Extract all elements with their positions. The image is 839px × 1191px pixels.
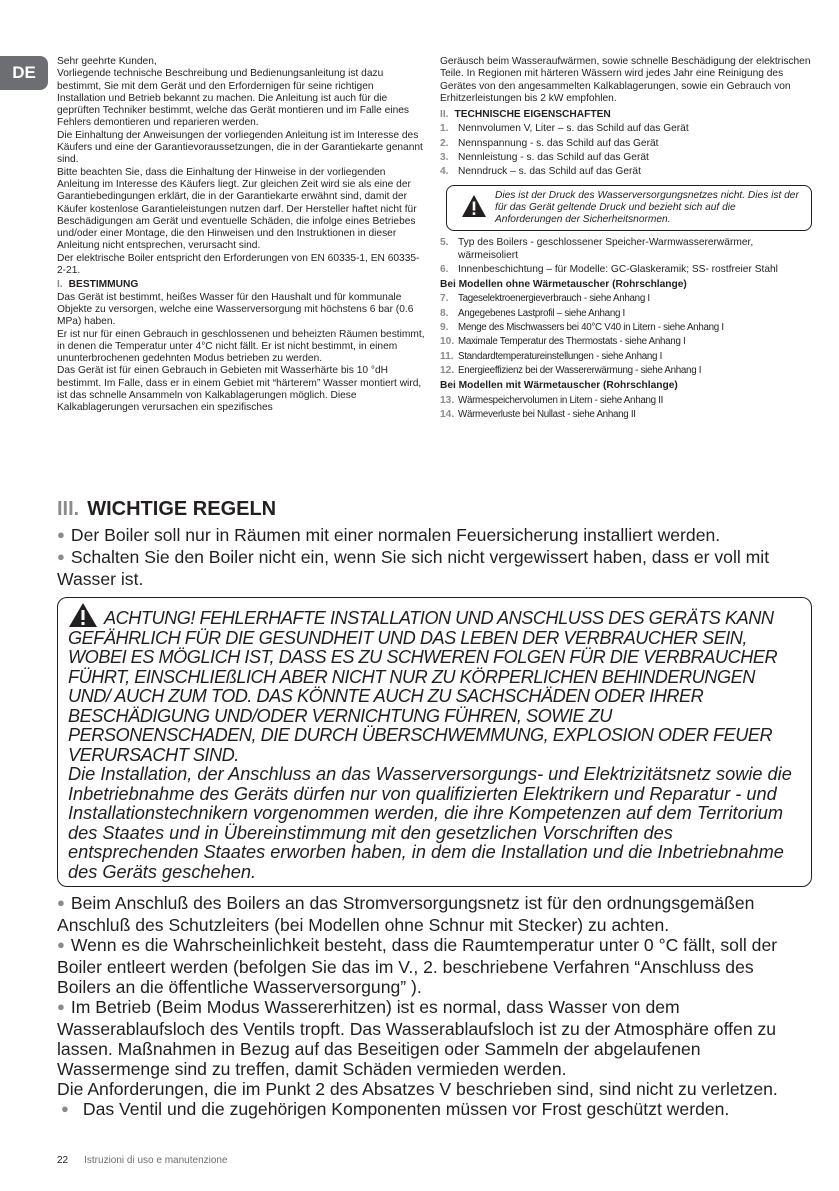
intro-paragraph: Bitte beachten Sie, dass die Einhaltung der Hinweise in der vorliegenden Anleitung im Interesse des Käufers liegt. Zur gleichen Zeit wird sie als eine der Garantiebedingungen erklärt, die in der Garantiekarte erwähnt sind, damit der Käufer kostenlose Garantieleistungen nutzen darf. Der Hersteller haftet nicht für Beschädigungen am Gerät und eventuelle Schäden, die infolge eines Betriebes und/oder einer Montage, die den Hinweisen und den Instruktionen in dieser Anleitung nicht entsprechen, verursacht sind.	[57, 166, 417, 252]
item-number: 5.	[440, 237, 449, 249]
list-item	[440, 409, 812, 421]
item-text: Menge des Mischwassers bei 40°C V40 in Litern - siehe Anhang I	[458, 322, 724, 334]
continuation-paragraph: Geräusch beim Wasseraufwärmen, sowie schnelle Beschädigung der elektrischen Teile. In Regionen mit härteren Wässern wird jedes Jahr eine Reinigung des Gerätes von den angesammelten Kalkablagerungen, sowie ein Gebrauch von Erhitzerleistungen bis 2 kW empfohlen.	[440, 56, 811, 104]
intro-paragraph: Die Einhaltung der Anweisungen der vorliegenden Anleitung ist im Interesse des Käufers und eine der Garantievoraussetzungen, die in der Garantiekarte genannt sind.	[57, 129, 423, 166]
danger-warning-box	[57, 597, 812, 887]
rule-item	[57, 893, 812, 935]
section-number: III.	[57, 498, 80, 520]
rule-text: Das Ventil und die zugehörigen Komponenten müssen vor Frost geschützt werden.	[82, 1099, 730, 1119]
rule-item	[57, 547, 812, 589]
item-text: Nennleistung - s. das Schild auf das Gerät	[458, 152, 649, 164]
item-number: 14.	[440, 408, 455, 420]
item-text: Nenndruck – s. das Schild auf das Gerät	[458, 166, 641, 178]
section-title: WICHTIGE REGELN	[87, 498, 277, 520]
item-number: 7.	[440, 293, 449, 305]
subheading-without-exchanger: Bei Modellen ohne Wärmetauscher (Rohrschlange)	[440, 279, 687, 291]
item-text: Standardtemperatureinstellungen - siehe Anhang I	[458, 350, 663, 362]
rule-item	[57, 525, 812, 547]
section-wichtige-regeln	[57, 497, 812, 1121]
bullet-icon: ●	[57, 527, 65, 542]
intro-paragraph: Der elektrische Boiler entspricht den Erforderungen von EN 60335-1, EN 60335-2-21.	[57, 252, 420, 277]
bullet-icon: ●	[57, 895, 65, 910]
rule-item	[57, 935, 812, 997]
list-item	[440, 308, 812, 320]
bullet-icon: ●	[57, 549, 65, 564]
left-column	[57, 56, 425, 415]
warning-body-text: Die Installation, der Anschluss an das Wasserversorgungs- und Elektrizitätsnetz sowie die Inbetriebnahme des Geräts dürfen nur von qualifizierten Elektrikern und Reparatur - und Installationstechnikern vorgenommen werden, die ihre Kompetenzen auf dem Territorium des Staates und in Übereinstimmung mit den gesetzlichen Vorschriften des entsprechenden Staates erworben haben, in dem die Installation und die Inbetriebnahme des Geräts geschehen.	[68, 764, 792, 882]
section-number: II.	[440, 109, 449, 121]
rule-text: Der Boiler soll nur in Räumen mit einer normalen Feuersicherung installiert werden.	[70, 525, 721, 545]
section-number: I.	[57, 279, 63, 291]
bullet-icon: ●	[57, 937, 65, 952]
section-heading-wichtige-regeln	[57, 497, 812, 521]
warning-icon	[68, 602, 98, 628]
item-text: Nennvolumen V, Liter – s. das Schild auf das Gerät	[458, 123, 689, 135]
item-text: Innenbeschichtung – für Modelle: GC-Glaskeramik; SS- rostfreier Stahl	[458, 263, 778, 275]
note-text: Dies ist der Druck des Wasserversorgungsnetzes nicht. Dies ist der für das Gerät geltende Druck und bezieht sich auf die Anforderungen der Sicherheitsnormen.	[495, 189, 799, 226]
bestimmung-paragraph: Er ist nur für einen Gebrauch in geschlossenen und beheizten Räumen bestimmt, in denen die Temperatur unter 4°C nicht fällt. Er ist nicht bestimmt, in einem ununterbrochenen gedehnten Modus betrieben zu werden.	[57, 328, 425, 365]
item-number: 8.	[440, 307, 449, 319]
item-number: 3.	[440, 152, 449, 164]
list-item	[440, 293, 812, 305]
item-text: Typ des Boilers - geschlossener Speicher-Warmwassererwärmer, wärmeisoliert	[458, 237, 754, 261]
item-text: Wärmespeichervolumen in Litern - siehe Anhang II	[458, 394, 664, 406]
section-heading-technische-eigenschaften	[440, 109, 812, 121]
item-number: 12.	[440, 364, 455, 376]
warning-caps-text: ACHTUNG! FEHLERHAFTE INSTALLATION UND ANSCHLUSS DES GERÄTS KANN GEFÄHRLICH FÜR DIE GESUNDHEIT UND DAS LEBEN DER VERBRAUCHER SEIN, WOBEI ES MÖGLICH IST, DASS ES ZU SCHWEREN FOLGEN FÜR DIE VERBRAUCHER FÜHRT, EINSCHLIEßLICH ABER NICHT NUR ZU KÖRPERLICHEN BEHINDERUNGEN UND/ AUCH ZUM TOD. DAS KÖNNTE AUCH ZU SACHSCHÄDEN ODER IHRER BESCHÄDIGUNG UND/ODER VERNICHTUNG FÜHREN, SOWIE ZU PERSONENSCHADEN, DIE DURCH ÜBERSCHWEMMUNG, EXPLOSION ODER FEUER VERURSACHT SIND.	[68, 608, 778, 765]
list-item	[440, 395, 812, 407]
list-item	[440, 336, 812, 348]
list-item	[440, 237, 812, 262]
rule-item	[57, 1099, 812, 1121]
warning-icon	[461, 194, 487, 218]
intro-salutation: Sehr geehrte Kunden,	[57, 56, 157, 67]
list-item	[440, 351, 812, 363]
section-title: TECHNISCHE EIGENSCHAFTEN	[454, 109, 611, 121]
bullet-icon: ●	[57, 999, 65, 1014]
pressure-note-box	[446, 185, 812, 232]
item-number: 13.	[440, 394, 455, 406]
rule-continuation: Die Anforderungen, die im Punkt 2 des Absatzes V beschrieben sind, sind nicht zu verletzen.	[57, 1079, 778, 1099]
item-number: 2.	[440, 137, 449, 149]
item-number: 11.	[440, 350, 454, 362]
item-number: 6.	[440, 263, 449, 275]
bestimmung-paragraph: Das Gerät ist bestimmt, heißes Wasser für den Haushalt und für kommunale Objekte zu versorgen, welche eine Wasserversorgung mit höchstens 6 bar (0.6 MPa) haben.	[57, 291, 414, 328]
item-number: 10.	[440, 336, 455, 348]
section-title: BESTIMMUNG	[68, 279, 139, 291]
list-item	[440, 138, 812, 150]
item-text: Angegebenes Lastprofil – siehe Anhang I	[458, 307, 625, 319]
item-number: 9.	[440, 322, 449, 334]
list-item	[440, 123, 812, 135]
item-text: Energieeffizienz bei der Wassererwärmung - siehe Anhang I	[458, 364, 702, 376]
footer-title: Istruzioni di uso e manutenzione	[84, 1155, 228, 1166]
item-text: Wärmeverluste bei Nullast - siehe Anhang II	[458, 408, 636, 420]
rule-text: Wenn es die Wahrscheinlichkeit besteht, dass die Raumtemperatur unter 0 °C fällt, soll der Boiler entleert werden (befolgen Sie das im V., 2. beschriebene Verfahren “Anschluss des Boilers an die öffentliche Wasserversorgung” ).	[57, 935, 778, 997]
rule-text: Im Betrieb (Beim Modus Wassererhitzen) ist es normal, dass Wasser von dem Wasserablaufsloch des Ventils tropft. Das Wasserablaufsloch ist zu der Atmosphäre offen zu lassen. Maßnahmen in Bezug auf das Beseitigen oder Sammeln der abgelaufenen Wassermenge sind zu treffen, damit Schäden vermieden werden.	[57, 997, 777, 1079]
list-item	[440, 365, 812, 377]
rule-text: Schalten Sie den Boiler nicht ein, wenn Sie sich nicht vergewissert haben, dass er voll mit Wasser ist.	[57, 547, 770, 589]
language-tab: DE	[0, 56, 48, 90]
list-item	[440, 322, 812, 334]
item-text: Nennspannung - s. das Schild auf das Gerät	[458, 137, 659, 149]
rule-text: Beim Anschluß des Boilers an das Stromversorgungsnetz ist für den ordnungsgemäßen Anschluß des Schutzleiters (bei Modellen ohne Schnur mit Stecker) zu achten.	[57, 893, 755, 935]
bullet-icon: ●	[61, 1101, 69, 1116]
intro-paragraph: Vorliegende technische Beschreibung und Bedienungsanleitung ist dazu bestimmt, Sie mit dem Gerät und den Erfordernigen für seine richtigen Installation und Betrieb bekannt zu machen. Die Anleitung ist auch für die geprüften Techniker bestimmt, welche das Gerät montieren und im Falle eines Fehlers demontieren und reparieren werden.	[57, 68, 410, 129]
page-number: 22	[57, 1155, 69, 1166]
item-number: 1.	[440, 123, 449, 135]
item-text: Maximale Temperatur des Thermostats - siehe Anhang I	[458, 336, 686, 348]
section-heading-bestimmung	[57, 279, 425, 291]
list-item	[440, 166, 812, 178]
subheading-with-exchanger: Bei Modellen mit Wärmetauscher (Rohrschlange)	[440, 380, 678, 392]
page-footer	[57, 1155, 228, 1166]
list-item	[440, 264, 812, 276]
item-text: Tageselektroenergieverbrauch - siehe Anhang I	[458, 293, 650, 305]
rule-item	[57, 997, 812, 1079]
list-item	[440, 152, 812, 164]
bestimmung-paragraph: Das Gerät ist für einen Gebrauch in Gebieten mit Wasserhärte bis 10 °dH bestimmt. Im Falle, dass er in einem Gebiet mit “härterem” Wasser montiert wird, ist das schnelle Ansammeln von Kalkablagerungen möglich. Diese Kalkablagerungen verursachen ein spezifisches	[57, 365, 422, 414]
item-number: 4.	[440, 166, 449, 178]
right-column	[440, 56, 812, 423]
